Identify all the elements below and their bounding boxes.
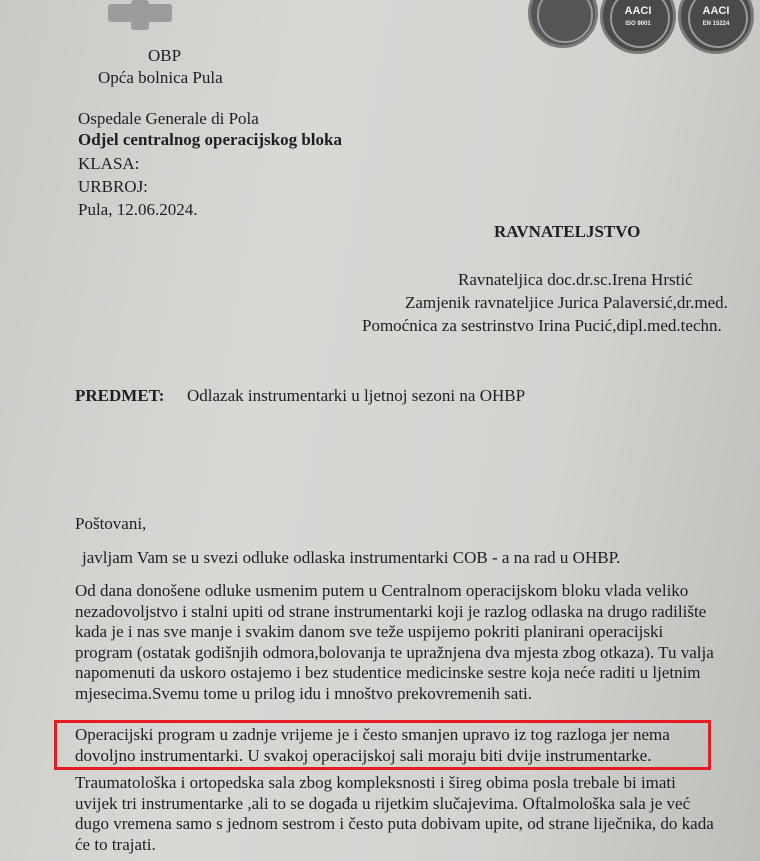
aaci-seal-en: AACI EN 15224 xyxy=(678,0,754,54)
paragraph-line: program (ostatak godišnjih odmora,bolovanja te upražnjena dva mjesta zbog otkaza). Tu valja xyxy=(75,642,714,662)
klasa-field: KLASA: xyxy=(78,154,140,173)
urbroj-field: URBROJ: xyxy=(78,177,148,196)
intro-line: javljam Vam se u svezi odluke odlaska instrumentarki COB - a na rad u OHBP. xyxy=(82,548,621,567)
subject-text: Odlazak instrumentarki u ljetnoj sezoni na OHBP xyxy=(187,386,526,405)
paragraph-line: uvijek tri instrumentarke ,ali to se događa u rijetkim slučajevima. Oftalmološka sala je već xyxy=(75,793,691,813)
paragraph-line: dugo vremena samo s jednom sestrom i često puta dobivam upite, od strane liječnika, do kada xyxy=(75,814,714,833)
aaci-seal-iso: AACI ISO 9001 xyxy=(600,0,676,54)
org-short: OBP xyxy=(148,46,182,65)
red-highlight-box xyxy=(54,720,711,770)
certification-seal-1 xyxy=(528,0,598,48)
recipient-line: Ravnateljica doc.dr.sc.Irena Hrstić xyxy=(458,270,693,289)
hospital-logo-icon xyxy=(108,0,172,30)
paragraph-1 xyxy=(75,581,714,704)
greeting: Poštovani, xyxy=(75,514,147,533)
place-date: Pula, 12.06.2024. xyxy=(78,200,198,219)
subject-label: PREDMET: xyxy=(75,386,165,405)
paragraph-line: nezadovoljstvo i stalni upiti od strane instrumentarki koji je razlog odlaska na drugo radilište xyxy=(75,601,707,621)
paragraph-3 xyxy=(75,773,714,855)
paragraph-line: će to trajati. xyxy=(75,834,156,854)
paragraph-line: napomenuti da uskoro ostajemo i bez studentice medicinske sestre koja neće raditi u ljetnim xyxy=(75,663,701,682)
recipient-line: Zamjenik ravnateljice Jurica Palaversić,dr.med. xyxy=(405,293,728,312)
paragraph-line: kada je i nas sve manje i svakim danom sve teže uspijemo pokriti planirani operacijski xyxy=(75,622,664,641)
paragraph-line: dovoljno instrumentarki. U svakoj operacijskoj sali moraju biti dvije instrumentarke. xyxy=(75,745,652,765)
paragraph-line: mjesecima.Svemu tome u prilog idu i mnoštvo prekovremenih sati. xyxy=(75,683,533,703)
recipient-title: RAVNATELJSTVO xyxy=(494,222,641,241)
paragraph-line: Operacijski program u zadnje vrijeme je i često smanjen upravo iz tog razloga jer nema xyxy=(75,725,670,744)
department-name: Odjel centralnog operacijskog bloka xyxy=(78,130,342,149)
paragraph-line: Traumatološka i ortopedska sala zbog kompleksnosti i šireg obima posla trebale bi imati xyxy=(75,773,676,792)
hospital-name-it: Ospedale Generale di Pola xyxy=(78,109,259,128)
hospital-name-hr: Opća bolnica Pula xyxy=(98,68,223,87)
paragraph-line: Od dana donošene odluke usmenim putem u Centralnom operacijskom bloku vlada veliko xyxy=(75,581,689,600)
recipient-line: Pomoćnica za sestrinstvo Irina Pucić,dipl.med.techn. xyxy=(362,316,722,335)
